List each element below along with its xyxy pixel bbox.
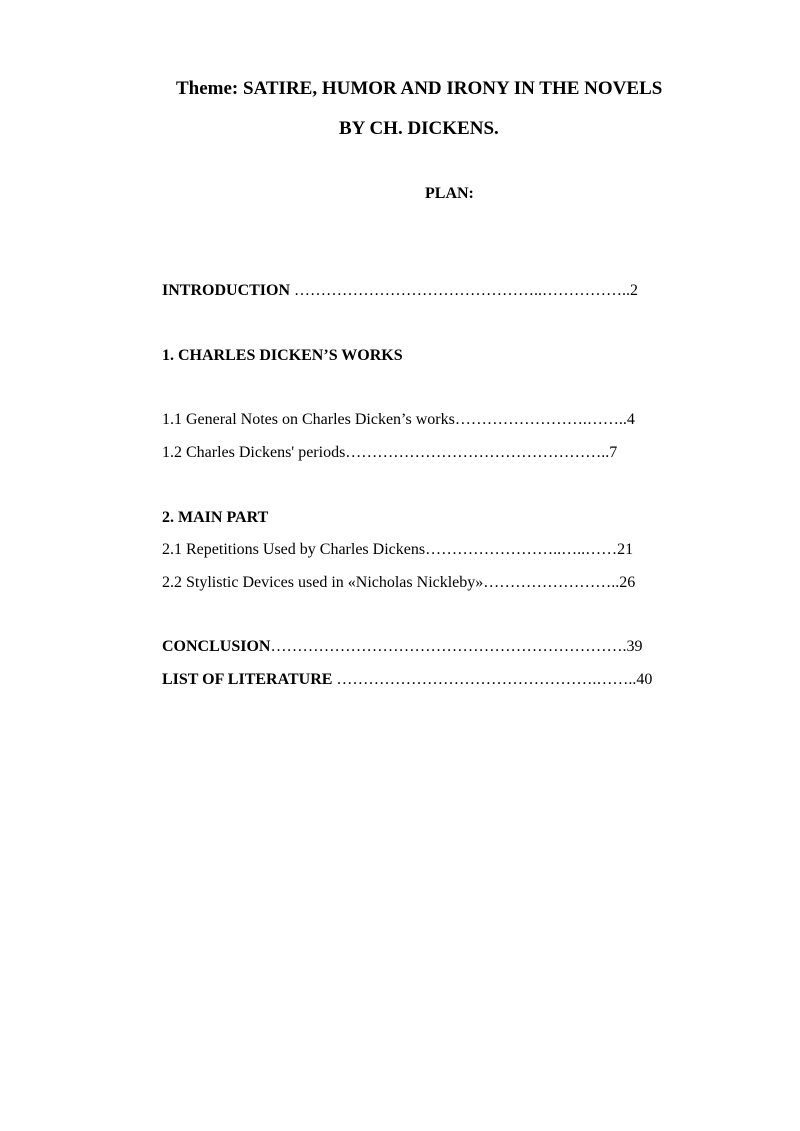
toc-conclusion-leader: ………………………………………………………….39 <box>270 638 643 655</box>
toc-entry-introduction <box>162 282 638 300</box>
toc-entry-literature <box>162 671 652 689</box>
toc-introduction-label: INTRODUCTION <box>162 282 291 299</box>
toc-entry-1-2: 1.2 Charles Dickens' periods…………………………………………..7 <box>162 444 618 461</box>
toc-literature-label: LIST OF LITERATURE <box>162 671 333 688</box>
toc-literature-leader: ………………………………………….……..40 <box>332 671 653 688</box>
toc-entry-2-1: 2.1 Repetitions Used by Charles Dickens……………………..…..……21 <box>162 541 634 558</box>
toc-section-2-heading: 2. MAIN PART <box>162 509 269 526</box>
toc-introduction-leader: ………………………………………..……………..2 <box>290 282 639 299</box>
plan-heading: PLAN: <box>425 185 474 202</box>
toc-entry-conclusion <box>162 638 642 656</box>
toc-entry-2-2: 2.2 Stylistic Devices used in «Nicholas Nickleby»……………………..26 <box>162 574 636 591</box>
toc-conclusion-label: CONCLUSION <box>162 638 271 655</box>
document-title-line-2: BY CH. DICKENS. <box>339 118 499 139</box>
document-title-line-1: Theme: SATIRE, HUMOR AND IRONY IN THE NOVELS <box>176 78 663 99</box>
toc-entry-1-1: 1.1 General Notes on Charles Dicken’s works…………………….……..4 <box>162 411 635 428</box>
toc-section-1-heading: 1. CHARLES DICKEN’S WORKS <box>162 347 403 364</box>
